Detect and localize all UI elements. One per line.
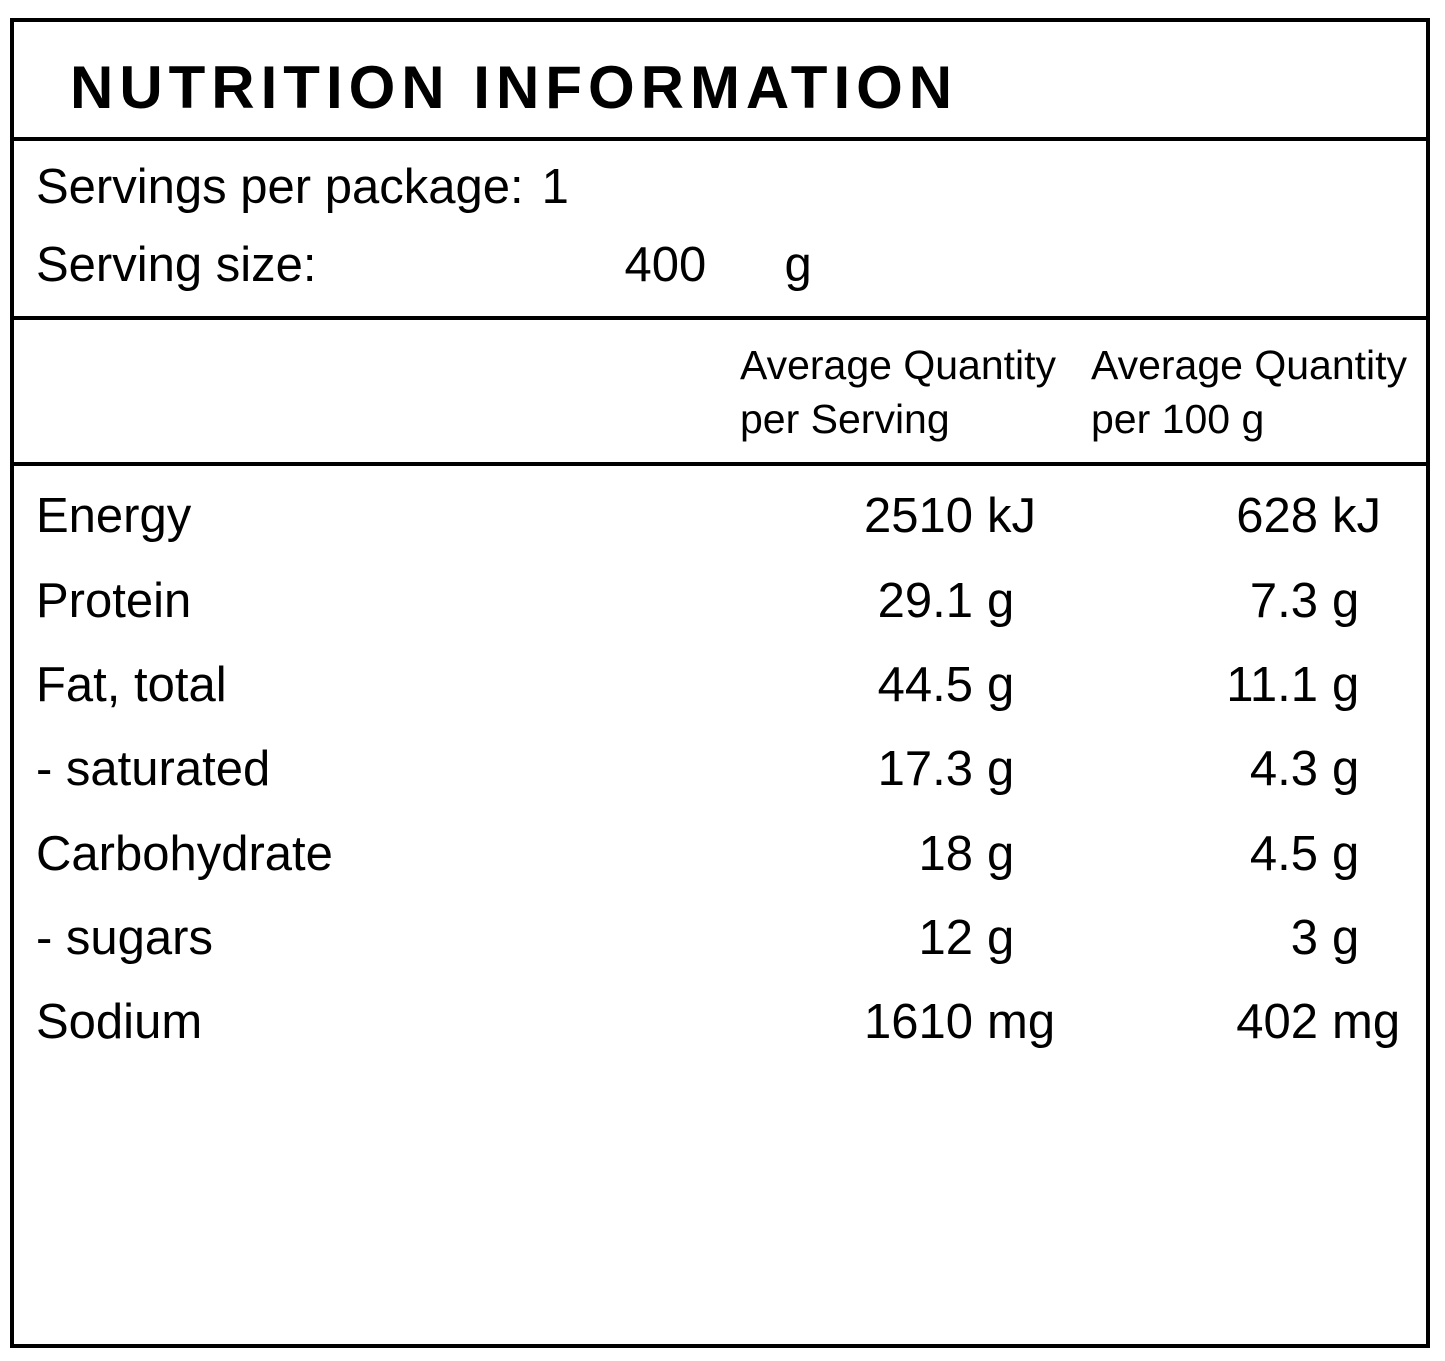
nutrient-per-100g-value: 7.3 [1249, 573, 1318, 628]
nutrient-name: Protein [36, 573, 192, 628]
nutrient-name: - saturated [36, 742, 271, 797]
nutrient-name: Energy [36, 489, 192, 544]
nutrient-per-100g [1079, 910, 1424, 966]
servings-per-package-label: Servings per package: [36, 160, 524, 214]
table-body [14, 466, 1426, 1064]
serving-size-label: Serving size: [36, 237, 317, 292]
nutrient-per-serving [734, 741, 1079, 797]
serving-size-value: 400 [624, 237, 707, 292]
nutrient-per-100g [1079, 488, 1424, 544]
page-title: NUTRITION INFORMATION [70, 54, 959, 121]
nutrient-per-100g-value: 4.3 [1249, 742, 1318, 797]
nutrient-per-100g-unit: g [1332, 657, 1360, 712]
nutrient-per-100g-value: 4.5 [1249, 826, 1318, 881]
table-row [14, 727, 1426, 811]
nutrient-per-100g-unit: g [1332, 573, 1360, 628]
nutrient-per-serving-unit: g [987, 657, 1015, 712]
nutrient-per-100g [1079, 573, 1424, 629]
table-row [14, 643, 1426, 727]
table-row [14, 474, 1426, 558]
nutrient-per-100g [1079, 994, 1424, 1050]
nutrient-per-100g [1079, 741, 1424, 797]
nutrient-per-serving [734, 910, 1079, 966]
nutrient-per-serving-value: 12 [918, 910, 973, 965]
nutrient-name: Sodium [36, 995, 203, 1050]
nutrient-per-serving-value: 17.3 [877, 742, 973, 797]
nutrient-name: - sugars [36, 910, 214, 965]
nutrient-per-serving-unit: mg [987, 995, 1056, 1050]
table-row [14, 896, 1426, 980]
nutrient-name: Fat, total [36, 657, 227, 712]
nutrient-per-serving-value: 44.5 [877, 657, 973, 712]
nutrient-per-serving [734, 573, 1079, 629]
nutrient-per-serving-unit: g [987, 910, 1015, 965]
nutrient-per-serving-value: 18 [918, 826, 973, 881]
nutrient-per-100g-value: 11.1 [1226, 657, 1318, 712]
nutrient-per-100g-unit: g [1332, 826, 1360, 881]
column-header-per-serving: Average Quantity per Serving [740, 342, 1057, 443]
nutrient-per-100g-value: 402 [1236, 995, 1318, 1050]
nutrient-per-serving [734, 657, 1079, 713]
nutrient-per-serving-value: 1610 [863, 995, 973, 1050]
table-row [14, 980, 1426, 1064]
nutrient-per-serving-unit: g [987, 742, 1015, 797]
nutrient-per-serving-value: 29.1 [877, 573, 973, 628]
nutrient-per-100g-unit: g [1332, 742, 1360, 797]
column-header-blank [14, 338, 734, 446]
table-row [14, 812, 1426, 896]
servings-per-package-value: 1 [541, 160, 569, 214]
serving-size-unit: g [784, 237, 812, 292]
nutrient-per-serving-unit: g [987, 826, 1015, 881]
nutrient-per-100g-value: 628 [1236, 489, 1318, 544]
nutrient-per-serving [734, 826, 1079, 882]
nutrient-per-serving [734, 488, 1079, 544]
nutrient-per-100g [1079, 826, 1424, 882]
nutrient-per-100g-unit: kJ [1332, 489, 1381, 544]
nutrients-table [14, 316, 1426, 1065]
nutrient-per-100g-unit: mg [1332, 995, 1401, 1050]
nutrient-per-serving-unit: kJ [987, 489, 1036, 544]
servings-block [14, 137, 1426, 316]
table-header-row [14, 320, 1426, 466]
servings-per-package-row [14, 149, 1426, 227]
nutrient-per-100g [1079, 657, 1424, 713]
column-header-per-100g: Average Quantity per 100 g [1091, 342, 1408, 443]
nutrient-per-serving-unit: g [987, 573, 1015, 628]
nutrient-per-serving-value: 2510 [863, 489, 973, 544]
nutrient-per-100g-unit: g [1332, 910, 1360, 965]
nutrition-information-table [10, 18, 1430, 1348]
nutrient-per-serving [734, 994, 1079, 1050]
nutrient-name: Carbohydrate [36, 826, 333, 881]
table-row [14, 559, 1426, 643]
serving-size-row [14, 227, 1426, 305]
nutrient-per-100g-value: 3 [1290, 910, 1318, 965]
